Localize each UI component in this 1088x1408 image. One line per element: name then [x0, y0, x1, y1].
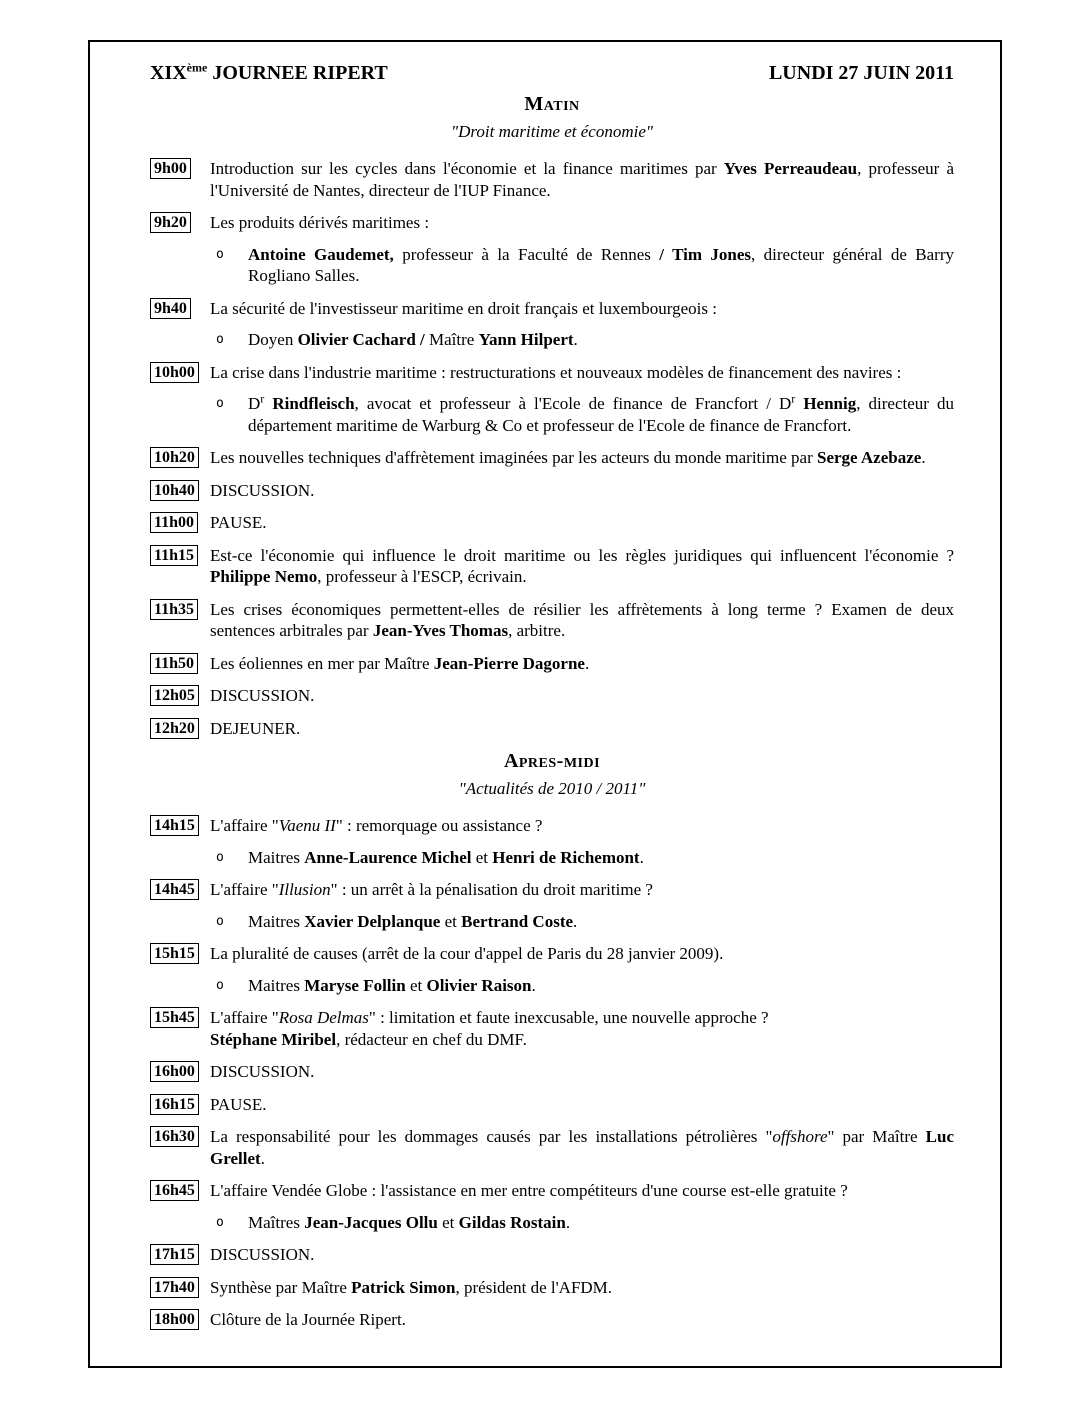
- schedule-item: [150, 1180, 954, 1233]
- time-column: [150, 1277, 210, 1299]
- time-column: [150, 512, 210, 534]
- bullet-text: [248, 244, 954, 287]
- item-paragraph: [210, 1277, 954, 1299]
- item-paragraph: [210, 718, 954, 740]
- item-description: [210, 599, 954, 642]
- text-segment: Les crises économiques permettent-elles de résilier les affrètements à long terme ? Examen de deux sentences arbitrales par: [210, 599, 954, 640]
- time-column: [150, 1061, 210, 1083]
- schedule-item: [150, 1309, 954, 1331]
- text-segment: Bertrand Coste: [461, 911, 574, 931]
- time-column: [150, 1180, 210, 1233]
- item-paragraph: [210, 653, 954, 675]
- text-segment: Les éoliennes en mer par Maître: [210, 653, 434, 673]
- time-column: [150, 1094, 210, 1116]
- text-segment: .: [639, 847, 644, 867]
- schedule-item: [150, 545, 954, 588]
- item-paragraph: [210, 1180, 954, 1202]
- text-segment: , directeur général de Barry Rogliano Salles.: [248, 244, 954, 285]
- bullet-icon: o: [216, 849, 224, 865]
- time-badge: 18h00: [150, 1309, 199, 1330]
- text-segment: et: [471, 847, 493, 867]
- text-segment: Vaenu II: [278, 816, 336, 835]
- schedule-item: [150, 1061, 954, 1083]
- text-segment: Les produits dérivés maritimes :: [210, 213, 430, 232]
- text-segment: Gildas Rostain: [458, 1212, 566, 1232]
- time-column: [150, 599, 210, 642]
- time-badge: 9h40: [150, 298, 191, 319]
- text-segment: , directeur du département maritime de Warburg & Co et professeur de l'Ecole de finance de Francfort.: [248, 394, 955, 435]
- item-description: [210, 447, 954, 469]
- time-badge: 16h30: [150, 1126, 199, 1147]
- item-paragraph: [210, 158, 954, 201]
- text-segment: Maitres: [248, 975, 305, 995]
- text-segment: Clôture de la Journée Ripert.: [210, 1310, 406, 1329]
- text-segment: DISCUSSION.: [210, 1062, 315, 1081]
- schedule-item: [150, 815, 954, 868]
- text-segment: Maitres: [248, 847, 305, 867]
- schedule-item: [150, 718, 954, 740]
- time-column: [150, 1126, 210, 1169]
- text-segment: L'affaire ": [210, 1008, 279, 1027]
- speaker-bullet: [216, 393, 954, 436]
- text-segment: Illusion: [278, 880, 331, 899]
- time-badge: 11h50: [150, 653, 198, 674]
- item-description: [210, 943, 954, 996]
- text-segment: , professeur à l'Université de Nantes, directeur de l'IUP Finance.: [210, 159, 954, 200]
- time-badge: 15h15: [150, 943, 199, 964]
- text-segment: .: [531, 975, 536, 995]
- item-paragraph: [210, 1309, 954, 1331]
- time-column: [150, 1309, 210, 1331]
- text-segment: , professeur à l'ESCP, écrivain.: [317, 567, 527, 586]
- item-paragraph: [210, 1126, 954, 1169]
- text-segment: , rédacteur en chef du DMF.: [336, 1029, 527, 1049]
- item-description: [210, 879, 954, 932]
- speaker-bullet: [216, 244, 954, 287]
- text-segment: .: [573, 330, 578, 349]
- text-segment: / Tim Jones: [659, 244, 752, 264]
- title-ordinal-superscript: ème: [186, 60, 208, 75]
- text-segment: L'affaire ": [210, 816, 279, 835]
- speaker-bullet: [216, 329, 954, 351]
- schedule-item: [150, 158, 954, 201]
- text-segment: Yann Hilpert: [478, 330, 574, 349]
- item-paragraph: [210, 943, 954, 965]
- item-description: [210, 685, 954, 707]
- text-segment: D: [248, 394, 261, 413]
- schedule-sections: [150, 93, 954, 1331]
- text-segment: Rindfleisch: [272, 394, 355, 413]
- text-segment: Serge Azebaze: [816, 448, 922, 467]
- bullet-icon: o: [216, 913, 224, 929]
- schedule-item: [150, 362, 954, 437]
- time-column: [150, 362, 210, 437]
- time-column: [150, 653, 210, 675]
- document-page: [88, 40, 1002, 1368]
- schedule-item: [150, 879, 954, 932]
- text-segment: Est-ce l'économie qui influence le droit maritime ou les règles juridiques qui influencent l'économie ?: [210, 545, 954, 565]
- item-description: [210, 1061, 954, 1083]
- schedule-item: [150, 298, 954, 351]
- text-segment: Synthèse par Maître: [210, 1277, 352, 1297]
- text-segment: offshore: [772, 1127, 828, 1146]
- text-segment: Jean-Yves Thomas: [372, 621, 509, 640]
- text-segment: Yves Perreaudeau: [723, 159, 858, 178]
- item-description: [210, 1126, 954, 1169]
- item-paragraph: [210, 480, 954, 502]
- text-segment: Hennig: [803, 394, 857, 413]
- text-segment: " : remorquage ou assistance ?: [335, 816, 543, 835]
- bullet-text: [248, 975, 954, 997]
- schedule-item: [150, 480, 954, 502]
- time-column: [150, 212, 210, 287]
- time-badge: 10h20: [150, 447, 199, 468]
- text-segment: DISCUSSION.: [210, 480, 315, 500]
- text-segment: Xavier Delplanque: [304, 911, 441, 931]
- item-description: [210, 1094, 954, 1116]
- title-text: JOURNEE RIPERT: [207, 62, 388, 84]
- time-badge: 9h00: [150, 158, 191, 179]
- text-segment: Luc Grellet: [210, 1127, 954, 1168]
- text-segment: DEJEUNER.: [210, 718, 301, 738]
- time-column: [150, 298, 210, 351]
- time-badge: 9h20: [150, 212, 191, 233]
- time-badge: 14h45: [150, 879, 199, 900]
- item-description: [210, 1007, 954, 1050]
- text-segment: professeur à la Faculté de Rennes: [393, 244, 660, 264]
- text-segment: Maître: [424, 330, 479, 349]
- schedule-item: [150, 1277, 954, 1299]
- text-segment: DISCUSSION.: [210, 686, 315, 705]
- bullet-text: [248, 911, 954, 933]
- section-heading: Apres-midi: [503, 750, 601, 772]
- time-column: [150, 718, 210, 740]
- text-segment: .: [565, 1212, 571, 1232]
- item-paragraph: [210, 447, 954, 469]
- item-paragraph: [210, 879, 954, 901]
- time-badge: 16h45: [150, 1180, 199, 1201]
- text-segment: .: [573, 911, 578, 931]
- text-segment: , président de l'AFDM.: [455, 1277, 613, 1297]
- bullet-icon: o: [216, 396, 224, 411]
- title-roman-numeral: XIX: [150, 62, 187, 84]
- bullet-text: [248, 847, 954, 869]
- text-segment: La crise dans l'industrie maritime : restructurations et nouveaux modèles de financement des navires :: [210, 362, 902, 382]
- text-segment: " : limitation et faute inexcusable, une nouvelle approche ?: [368, 1008, 769, 1027]
- item-description: [210, 1309, 954, 1331]
- item-paragraph: [210, 1094, 954, 1116]
- item-description: [210, 545, 954, 588]
- text-segment: , avocat et professeur à l'Ecole de finance de Francfort / D: [354, 394, 792, 413]
- text-segment: r: [260, 391, 265, 406]
- text-segment: DISCUSSION.: [210, 1245, 315, 1264]
- item-description: [210, 1244, 954, 1266]
- text-segment: Maîtres: [248, 1212, 305, 1232]
- text-segment: La sécurité de l'investisseur maritime en droit français et luxembourgeois :: [210, 298, 717, 318]
- item-paragraph: [210, 685, 954, 707]
- time-badge: 11h00: [150, 512, 198, 533]
- item-paragraph: [210, 545, 954, 588]
- time-badge: 10h00: [150, 362, 199, 383]
- text-segment: .: [260, 1148, 265, 1168]
- time-column: [150, 685, 210, 707]
- time-badge: 17h40: [150, 1277, 199, 1298]
- item-description: [210, 815, 954, 868]
- schedule-item: [150, 512, 954, 534]
- item-description: [210, 362, 954, 437]
- schedule-item: [150, 1126, 954, 1169]
- item-paragraph: [210, 212, 954, 234]
- item-paragraph: [210, 815, 954, 837]
- speaker-bullet: [216, 911, 954, 933]
- bullet-text: [248, 1212, 954, 1234]
- bullet-icon: o: [216, 1214, 224, 1230]
- speaker-bullet: [216, 847, 954, 869]
- speaker-bullet: [216, 975, 954, 997]
- bullet-icon: o: [216, 332, 224, 347]
- time-column: [150, 447, 210, 469]
- section-subtitle: "Actualités de 2010 / 2011": [458, 779, 646, 798]
- text-segment: Maitres: [248, 911, 305, 931]
- text-segment: Rosa Delmas: [278, 1008, 369, 1027]
- item-paragraph: [210, 1244, 954, 1266]
- text-segment: .: [584, 653, 590, 673]
- item-description: [210, 1277, 954, 1299]
- text-segment: , arbitre.: [508, 621, 566, 640]
- item-paragraph: [210, 362, 954, 384]
- item-description: [210, 1180, 954, 1233]
- page-title: [150, 62, 388, 85]
- document-header: [150, 62, 954, 85]
- time-badge: 11h15: [150, 545, 198, 566]
- time-badge: 12h05: [150, 685, 199, 706]
- text-segment: Les nouvelles techniques d'affrètement imaginées par les acteurs du monde maritime par: [210, 448, 817, 467]
- schedule-item: [150, 1094, 954, 1116]
- text-segment: r: [791, 391, 796, 406]
- time-column: [150, 480, 210, 502]
- text-segment: La responsabilité pour les dommages causés par les installations pétrolières ": [210, 1127, 773, 1146]
- item-description: [210, 298, 954, 351]
- text-segment: " : un arrêt à la pénalisation du droit maritime ?: [330, 880, 653, 899]
- text-segment: Jean-Jacques Ollu: [304, 1212, 438, 1232]
- schedule-item: [150, 599, 954, 642]
- text-segment: L'affaire Vendée Globe : l'assistance en mer entre compétiteurs d'une course est-elle gratuite ?: [210, 1181, 848, 1200]
- text-segment: et: [437, 1212, 459, 1232]
- text-segment: .: [921, 448, 926, 467]
- item-description: [210, 480, 954, 502]
- item-description: [210, 158, 954, 201]
- time-column: [150, 158, 210, 201]
- item-paragraph: [210, 298, 954, 320]
- text-segment: Introduction sur les cycles dans l'économie et la finance maritimes par: [210, 159, 724, 178]
- item-paragraph: [210, 1007, 954, 1029]
- time-badge: 16h15: [150, 1094, 199, 1115]
- text-segment: Philippe Nemo: [210, 567, 318, 586]
- speaker-bullet: [216, 1212, 954, 1234]
- item-description: [210, 653, 954, 675]
- item-paragraph: [210, 599, 954, 642]
- schedule-item: [150, 1244, 954, 1266]
- section-heading: Matin: [524, 93, 580, 115]
- text-segment: Olivier Cachard /: [297, 330, 425, 349]
- section-subtitle: "Droit maritime et économie": [450, 122, 654, 141]
- schedule-item: [150, 653, 954, 675]
- time-badge: 14h15: [150, 815, 199, 836]
- item-paragraph: [210, 1061, 954, 1083]
- bullet-icon: o: [216, 246, 224, 262]
- time-column: [150, 1244, 210, 1266]
- time-badge: 11h35: [150, 599, 198, 620]
- text-segment: Patrick Simon: [351, 1277, 456, 1297]
- text-segment: Doyen: [248, 330, 298, 349]
- schedule-item: [150, 943, 954, 996]
- time-badge: 12h20: [150, 718, 199, 739]
- bullet-icon: o: [216, 977, 224, 993]
- document-date: LUNDI 27 JUIN 2011: [768, 62, 954, 84]
- item-paragraph: [210, 1029, 954, 1051]
- item-description: [210, 212, 954, 287]
- time-badge: 16h00: [150, 1061, 199, 1082]
- time-column: [150, 879, 210, 932]
- text-segment: Olivier Raison: [426, 975, 532, 995]
- text-segment: " par Maître: [827, 1127, 926, 1146]
- bullet-text: [248, 329, 954, 351]
- time-badge: 17h15: [150, 1244, 199, 1265]
- text-segment: et: [405, 975, 427, 995]
- text-segment: Antoine Gaudemet,: [248, 244, 394, 264]
- schedule-item: [150, 212, 954, 287]
- text-segment: Jean-Pierre Dagorne: [433, 653, 585, 673]
- schedule-item: [150, 1007, 954, 1050]
- item-description: [210, 512, 954, 534]
- text-segment: Maryse Follin: [304, 975, 406, 995]
- bullet-text: [248, 393, 954, 436]
- text-segment: La pluralité de causes (arrêt de la cour d'appel de Paris du 28 janvier 2009).: [210, 944, 724, 963]
- item-description: [210, 718, 954, 740]
- time-column: [150, 943, 210, 996]
- text-segment: PAUSE.: [210, 1094, 267, 1114]
- text-segment: Stéphane Miribel: [210, 1029, 337, 1049]
- text-segment: Henri de Richemont: [492, 847, 640, 867]
- time-badge: 15h45: [150, 1007, 199, 1028]
- time-column: [150, 545, 210, 588]
- text-segment: Anne-Laurence Michel: [304, 847, 472, 867]
- text-segment: et: [440, 911, 462, 931]
- schedule-item: [150, 685, 954, 707]
- time-badge: 10h40: [150, 480, 199, 501]
- item-paragraph: [210, 512, 954, 534]
- time-column: [150, 1007, 210, 1050]
- time-column: [150, 815, 210, 868]
- text-segment: PAUSE.: [210, 513, 267, 532]
- schedule-item: [150, 447, 954, 469]
- text-segment: L'affaire ": [210, 880, 279, 899]
